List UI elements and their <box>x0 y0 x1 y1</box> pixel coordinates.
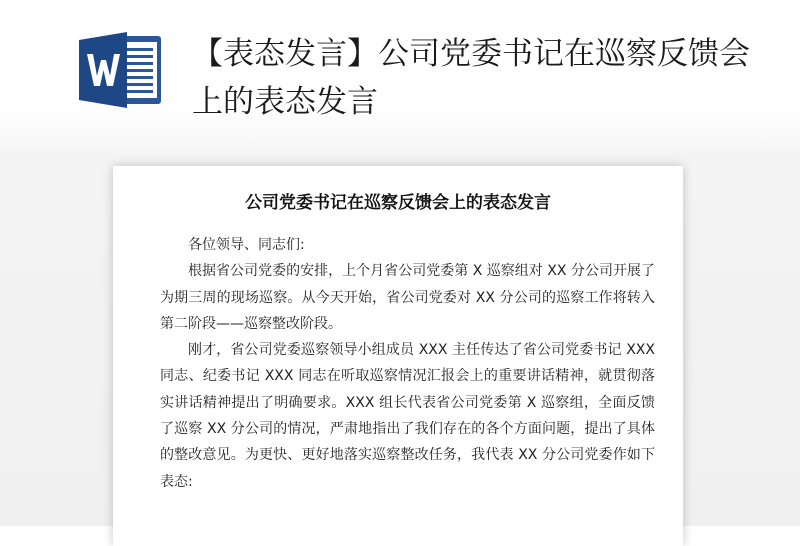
paragraph-greeting: 各位领导、同志们: <box>188 237 305 253</box>
page-title: 【表态发言】公司党委书记在巡察反馈会上的表态发言 <box>192 36 750 120</box>
document-body <box>160 232 655 495</box>
paragraph: 刚才，省公司党委巡察领导小组成员 XXX 主任传达了省公司党委书记 XXX 同志、纪委书记 XXX 同志在听取巡察情况汇报会上的重要讲话精神，就贯彻落实讲话精神提出了明确要求。XXX 组长代表省公司党委第 X 巡察组，全面反馈了巡察 XX 分公司的情况，严肃地指出了我们存在的各个方面问题，提出了具体的整改意见。为更快、更好地落实巡察整改任务，我代表 XX 分公司党委作如下表态: <box>160 342 655 490</box>
word-doc-icon <box>77 30 163 110</box>
document-page <box>113 166 683 546</box>
document-title: 公司党委书记在巡察反馈会上的表态发言 <box>245 193 551 213</box>
paragraph: 根据省公司党委的安排，上个月省公司党委第 X 巡察组对 XX 分公司开展了为期三周的现场巡察。从今天开始，省公司党委对 XX 分公司的巡察工作将转入第二阶段——巡察整改阶段。 <box>160 263 655 332</box>
